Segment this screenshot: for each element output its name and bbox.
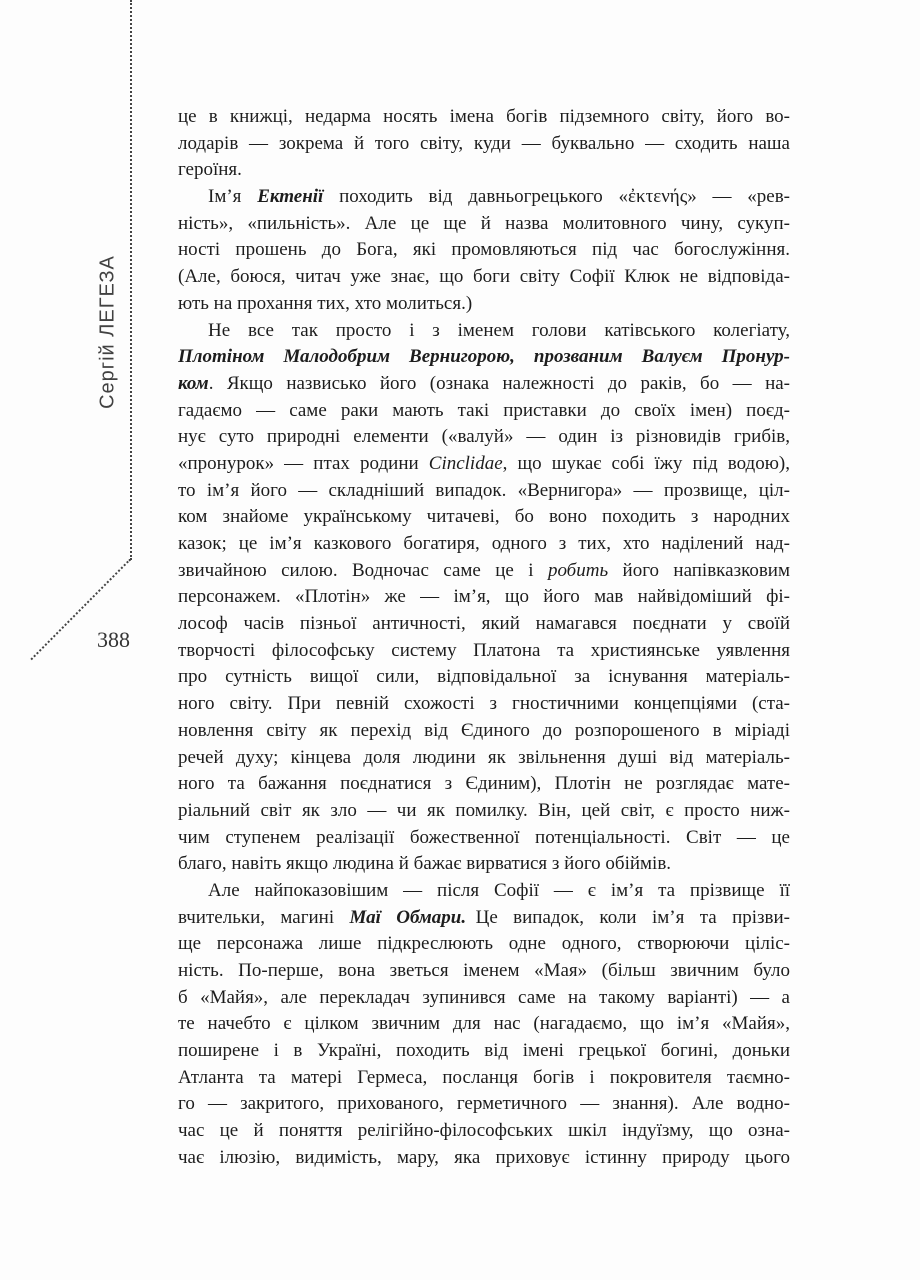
text-segment: Плотіном Малодобрим Вернигорою, прозваним Валуєм Пронур- — [178, 346, 790, 368]
text-segment: (Але, боюся, читач уже знає, що боги світу Софії Клюк не відповіда- — [178, 266, 790, 288]
text-segment: Ектенії — [257, 186, 324, 208]
text-segment: творчості філософську систему Платона та християнське уявлення — [178, 639, 790, 661]
text-segment: нує суто природні елементи («валуй» — один із різновидів грибів, — [178, 426, 790, 448]
text-line — [178, 318, 790, 345]
text-line — [178, 638, 790, 665]
text-line — [178, 398, 790, 425]
text-segment: персонажем. «Плотін» же — ім’я, що його мав найвідоміший фі- — [178, 586, 790, 608]
text-line — [178, 184, 790, 211]
text-segment: благо, навіть якщо людина й бажає вирватися з його обіймів. — [178, 853, 672, 875]
text-segment: , що шукає собі їжу під водою), — [502, 452, 790, 474]
text-line — [178, 1118, 790, 1145]
text-line — [178, 451, 790, 478]
text-segment: про сутність вищої сили, відповідальної за існування матеріаль- — [178, 666, 790, 688]
text-line — [178, 424, 790, 451]
text-segment: звичайною силою. Водночас саме це і — [178, 559, 548, 581]
text-segment: лософ часів пізньої античності, який намагався поєднати у своїй — [178, 613, 790, 635]
text-segment: ного та бажання поєднатися з Єдиним), Плотін не розглядає мате- — [178, 773, 790, 795]
text-segment: гадаємо — саме раки мають такі приставки до своїх імен) поєд- — [178, 399, 790, 421]
text-line — [178, 905, 790, 932]
text-segment: ного світу. При певній схожості з гностичними концепціями (ста- — [178, 693, 790, 715]
text-line — [178, 504, 790, 531]
text-line — [178, 958, 790, 985]
text-line — [178, 771, 790, 798]
text-segment: вчительки, магині — [178, 906, 350, 928]
text-line — [178, 131, 790, 158]
text-line — [178, 104, 790, 131]
text-segment: чає ілюзію, видимість, мару, яка приховує істинну природу цього — [178, 1146, 790, 1168]
text-segment: ком знайоме українському читачеві, бо воно походить з народних — [178, 506, 790, 528]
text-line — [178, 478, 790, 505]
text-line — [178, 1011, 790, 1038]
text-segment: новлення світу як перехід від Єдиного до розпорошеного в міріаді — [178, 719, 790, 741]
text-line — [178, 1065, 790, 1092]
margin-rule-vertical — [130, 0, 132, 560]
text-line — [178, 344, 790, 371]
text-segment: б «Майя», але перекладач зупинився саме на такому варіанті) — а — [178, 986, 790, 1008]
text-line — [178, 664, 790, 691]
text-segment: ність. По-перше, вона зветься іменем «Мая» (більш звичним було — [178, 960, 790, 981]
text-line — [178, 237, 790, 264]
page-text — [178, 104, 790, 1172]
text-segment: походить від давньогрецького «ἐκτενής» — «рев- — [323, 186, 790, 208]
text-line — [178, 211, 790, 238]
text-line — [178, 1038, 790, 1065]
text-segment: го — закритого, прихованого, герметичного — знання). Але водно- — [178, 1093, 790, 1115]
text-segment: поширене і в Україні, походить від імені грецької богині, доньки — [178, 1040, 790, 1062]
text-line — [178, 825, 790, 852]
text-line — [178, 745, 790, 772]
text-line — [178, 371, 790, 398]
text-line — [178, 798, 790, 825]
text-line — [178, 931, 790, 958]
text-segment: Атланта та матері Гермеса, посланця богів і покровителя таємно- — [178, 1066, 790, 1088]
text-segment: Це випадок, коли ім’я та прізви- — [466, 906, 790, 928]
text-segment: ність», «пильність». Але це ще й назва молитовного чину, сукуп- — [178, 212, 790, 234]
text-segment: ще персонажа лише підкреслюють одне одного, створюючи ціліс- — [178, 933, 790, 955]
text-segment: Ім’я — [208, 186, 258, 208]
page-number: 388 — [97, 627, 130, 652]
text-line — [178, 718, 790, 745]
text-line — [178, 157, 790, 184]
text-segment: «пронурок» — птах родини — [178, 452, 429, 474]
text-line — [178, 584, 790, 611]
text-segment: його напівказковим — [608, 559, 790, 581]
text-line — [178, 851, 790, 878]
text-segment: ріальний світ як зло — чи як помилку. Він, цей світ, є просто ниж- — [178, 799, 790, 821]
text-segment: Не все так просто і з іменем голови катівського колегіату, — [208, 319, 790, 341]
text-segment: речей духу; кінцева доля людини як звільнення душі від матеріаль- — [178, 746, 790, 768]
text-line — [178, 985, 790, 1012]
author-sidebar: Сергій ЛЕГЕЗА — [96, 255, 119, 409]
text-segment: робить — [547, 559, 609, 581]
text-line — [178, 558, 790, 585]
text-segment: героїня. — [178, 159, 242, 181]
text-segment: то ім’я його — складніший випадок. «Вернигора» — прозвище, ціл- — [178, 479, 790, 501]
text-segment: те начебто є цілком звичним для нас (нагадаємо, що ім’я «Майя», — [178, 1013, 790, 1035]
text-segment: лодарів — зокрема й того світу, куди — буквально — сходить наша — [178, 132, 790, 154]
text-line — [178, 611, 790, 638]
text-line — [178, 531, 790, 558]
text-line — [178, 878, 790, 905]
text-segment: Але найпоказовішим — після Софії — є ім’я та прізвище її — [208, 879, 790, 901]
text-line — [178, 1091, 790, 1118]
text-segment: це в книжці, недарма носять імена богів підземного світу, його во- — [178, 106, 790, 127]
text-segment: ком — [178, 372, 209, 394]
text-segment: казок; це ім’я казкового богатиря, одного з тих, хто наділений над- — [178, 533, 790, 554]
text-segment: ють на прохання тих, хто молиться.) — [178, 292, 473, 314]
text-segment: . Якщо назвисько його (ознака належності до раків, бо — на- — [208, 372, 790, 394]
text-line — [178, 291, 790, 318]
text-line — [178, 1145, 790, 1172]
text-segment: Маї Обмари. — [349, 906, 467, 928]
text-segment: час це й поняття релігійно-філософських шкіл індуїзму, що озна- — [178, 1120, 790, 1142]
text-line — [178, 264, 790, 291]
text-segment: чим ступенем реалізації божественної потенціальності. Світ — це — [178, 826, 790, 848]
text-line — [178, 691, 790, 718]
text-segment: Cinclidae — [428, 452, 503, 474]
text-segment: ності прошень до Бога, які промовляються під час богослужіння. — [178, 239, 790, 261]
